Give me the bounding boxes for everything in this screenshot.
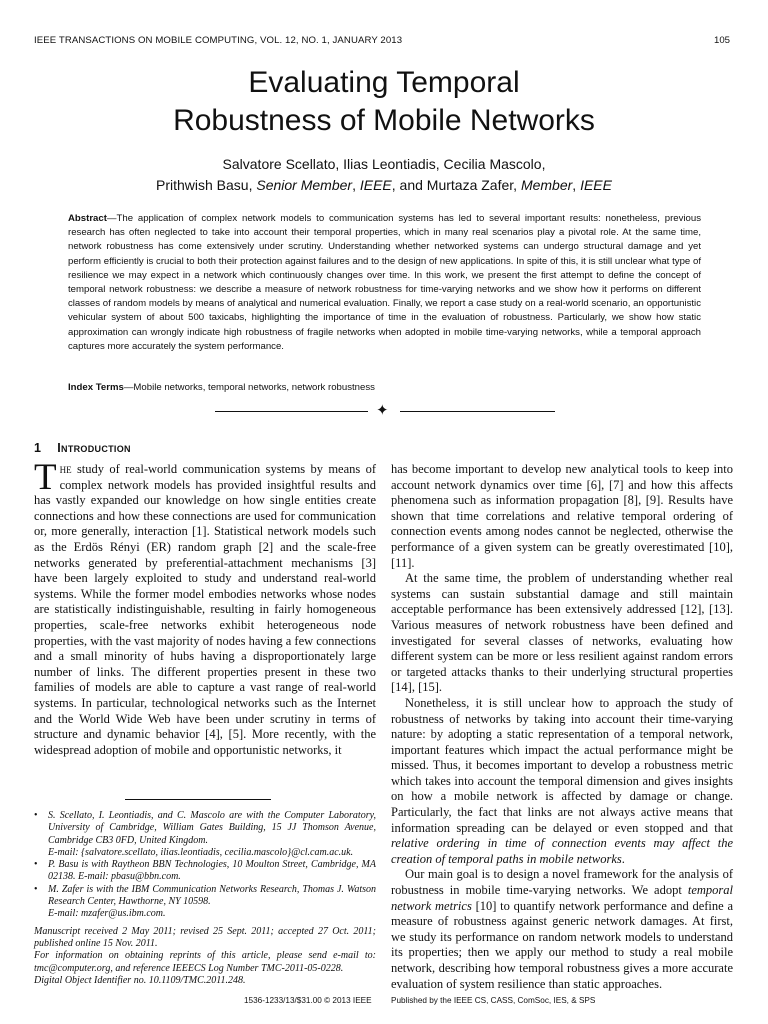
footnote-email: E-mail: {salvatore.scellato, ilias.leontiadis, cecilia.mascolo}@cl.cam.ac.uk. [48,846,354,858]
footnote-affiliation [34,859,376,884]
copyright-line: 1536-1233/13/$31.00 © 2013 IEEE [244,996,372,1005]
separator-line-right [400,411,555,412]
section-separator [0,401,768,420]
body-column-left [34,457,376,758]
paragraph-text: Our main goal is to design a novel framework for the analysis of robustness in mobile time-varying networks. We adopt [391,867,733,898]
paragraph [34,457,376,758]
manuscript-dates: Manuscript received 2 May 2011; revised 25 Sept. 2011; accepted 27 Oct. 2011; published online 15 Nov. 2011. [34,925,376,949]
footnote-affiliation [34,884,376,921]
bullet-icon: • [34,859,38,871]
abstract-label: Abstract [68,213,107,224]
separator-line-left [215,411,368,412]
paper-title [0,64,768,140]
author-basu-role: Senior Member [256,177,353,193]
paragraph [391,867,733,992]
paragraph-text: Nonetheless, it is still unclear how to approach the study of robustness of networks by taking into account their time-varying nature: by adopting a static representation of a temporal network, important features which impact the actual performance might be missed. Thus, it becomes important to develop a robustness metric which takes into account the temporal dimension and gives insights on how a mobile network is affected by damage or change. Particularly, the fact that links are not always active means that information spreading can be delayed or even stopped and that [391,695,733,835]
emphasis: temporal network metrics [391,883,733,913]
abstract-text: —The application of complex network models to communication systems has led to several important results: nonetheless, previous research has often neglected to take into account their temporal properties, which in many real scenarios play a pivotal role. At the same time, network robustness has come extensively under scrutiny. Understanding whether networked systems can undergo structural damage and yet perform efficiently is crucial to both their protection against failures and to the design of new applications. In spite of this, it is still unclear what type of resilience we may expect in a network which continuously changes over time. In this work, we present the first attempt to define the concept of temporal network robustness: we describe a measure of network robustness for time-varying networks and we show how it performs on different classes of random models by means of analytical and numerical evaluation. Finally, we report a case study on a real-world scenario, an opportunistic vehicular system of about 500 taxicabs, highlighting the importance of time in the evaluation of robustness. Particularly, we show how static approximation can wrongly indicate high robustness of fragile networks when adopted in mobile time-varying networks, while a temporal approach captures more accurately the system performance. [68,213,701,352]
index-terms [68,381,701,395]
title-line-1: Evaluating Temporal [248,66,520,99]
bullet-icon: • [34,810,38,821]
author-zafer: , and Murtaza Zafer, [391,177,521,193]
abstract [68,212,701,354]
paragraph-text: study of real-world communication systems by means of complex network models has provided insightful results and has vastly expanded our knowledge on how single entities create connections and how these connections are used for communication or, more generally, interaction [1]. Statistical network models such as the Erdös Rényi (ER) random graph [2] and the scale-free networks generated by preferential-attachment mechanisms [3] have been largely exploited to study and understand real-world systems. While the former model embodies networks whose nodes are statistically indistinguishable, resulting in fairly homogeneous properties, scale-free networks exhibit heterogeneous node properties, with the vast majority of nodes having a few connections and a small minority of hubs having a disproportionately large number of links. The different properties present in these two families of models are able to capture a vast range of real-world systems. In particular, technological networks such as the Internet and the World Wide Web have been under scrutiny in terms of structure and dynamic behavior [4], [5]. More recently, with the widespread adoption of mobile and opportunistic networks, it [34,462,376,757]
body-column-right [391,462,733,992]
footnote-affiliation [34,810,376,859]
footnotes [34,810,376,987]
author-list [0,154,768,196]
title-line-2: Robustness of Mobile Networks [173,104,595,137]
running-header: IEEE TRANSACTIONS ON MOBILE COMPUTING, VOL. 12, NO. 1, JANUARY 2013 [34,35,403,46]
paragraph-text: [10] to quantify network performance and define a measure of robustness against generic network damages. At first, we study its performance on random network models to understand its properties; then we apply our method to study a real mobile network, describing how temporal robustness gives a more accurate evaluation of system resilience than static approaches. [391,898,733,991]
footnote-text: P. Basu is with Raytheon BBN Technologies, 10 Moulton Street, Cambridge, MA 02138. E-mail: pbasu@bbn.com. [48,859,376,883]
section-title: Introduction [57,441,131,455]
index-terms-label: Index Terms [68,382,124,393]
emphasis: relative ordering in time of connection events may affect the creation of temporal paths in mobile networks [391,836,733,866]
footnote-text: S. Scellato, I. Leontiadis, and C. Mascolo are with the Computer Laboratory, University of Cambridge, William Gates Building, 15 JJ Thomson Avenue, Cambridge CB3 0FD, United Kingdom. [48,810,376,846]
paragraph: At the same time, the problem of understanding whether real systems can sustain substantial damage and still maintain acceptable performance has been extensively addressed [12], [13]. Various measures of network robustness have been defined and investigated for several classes of networks, evaluating how different system can be more or less resilient against random errors or targeted attacks thanks to their underlying structural properties [14], [15]. [391,571,733,695]
reprint-info: For information on obtaining reprints of this article, please send e-mail to: tmc@computer.org, and reference IEEECS Log Number TMC-2011-05-0228. [34,950,376,974]
author-zafer-role: Member [520,177,573,193]
paragraph-text: . [621,851,625,866]
footnote-rule [125,799,271,800]
bullet-icon: • [34,883,38,895]
section-number: 1 [34,441,42,455]
paragraph [391,696,733,868]
author-zafer-org: IEEE [580,177,612,193]
section-heading [34,441,131,455]
drop-cap: T [34,457,57,498]
comma: , [572,177,581,193]
doi: Digital Object Identifier no. 10.1109/TMC.2011.248. [34,974,246,986]
author-basu-org: IEEE [359,177,392,193]
comma: , [352,177,360,193]
author-line-2 [0,175,768,196]
diamond-icon: ✦ [376,401,389,419]
paragraph: has become important to develop new analytical tools to keep into account network dynamics over time [6], [7] and how this affects phenomena such as information propagation [8], [9]. Results have shown that time correlations and relative temporal ordering of connection events among nodes cannot be neglected, otherwise the performance of a given system can be greatly overestimated [10], [11]. [391,462,733,570]
page-number: 105 [713,35,730,46]
footnote-text: M. Zafer is with the IBM Communication Networks Research, Thomas J. Watson Research Center, Hawthorne, NY 10598. [48,883,376,908]
small-caps-lead: he [59,462,72,476]
publisher-line: Published by the IEEE CS, CASS, ComSoc, IES, & SPS [391,996,596,1005]
index-terms-text: —Mobile networks, temporal networks, network robustness [123,382,375,393]
footnote-email: E-mail: mzafer@us.ibm.com. [48,908,166,920]
author-basu: Prithwish Basu, [156,177,257,193]
author-line-1: Salvatore Scellato, Ilias Leontiadis, Cecilia Mascolo, [222,156,546,172]
